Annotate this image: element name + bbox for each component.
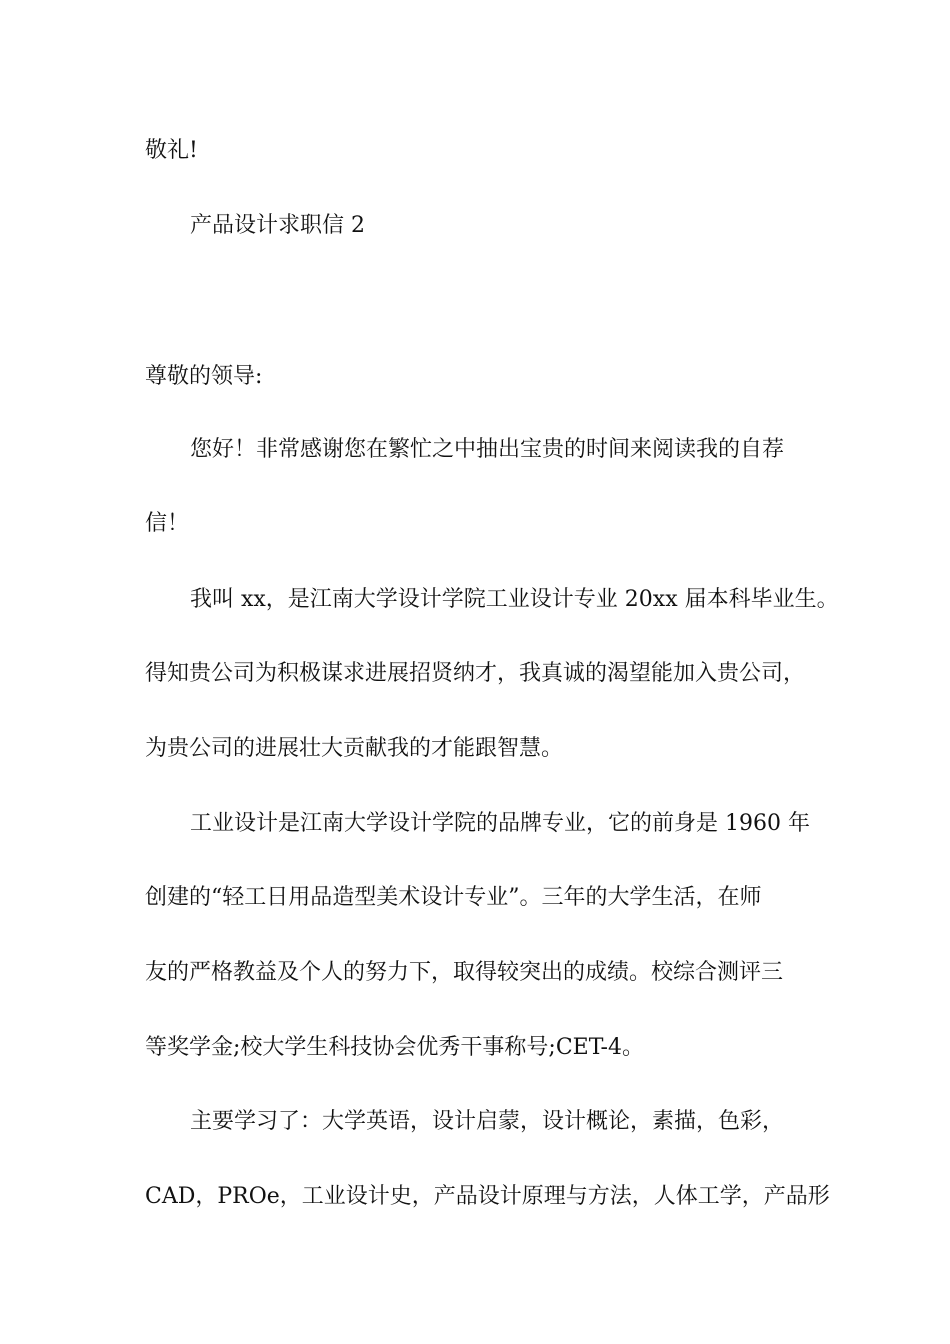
paragraph-line: 得知贵公司为积极谋求进展招贤纳才，我真诚的渴望能加入贵公司， — [145, 661, 806, 686]
paragraph-line: 等奖学金;校大学生科技协会优秀干事称号;CET-4。 — [145, 1035, 644, 1060]
paragraph-line: 信！ — [145, 511, 190, 536]
paragraph-line: CAD，PROe，工业设计史，产品设计原理与方法，人体工学，产品形 — [145, 1184, 830, 1209]
paragraph-line: 友的严格教益及个人的努力下，取得较突出的成绩。校综合测评三 — [145, 960, 784, 985]
salutation: 尊敬的领导: — [145, 364, 263, 389]
paragraph-line: 为贵公司的进展壮大贡献我的才能跟智慧。 — [145, 736, 564, 761]
paragraph-line: 您好！非常感谢您在繁忙之中抽出宝贵的时间来阅读我的自荐 — [190, 437, 785, 462]
paragraph-line: 主要学习了：大学英语，设计启蒙，设计概论，素描，色彩， — [190, 1109, 785, 1134]
paragraph-line: 我叫 xx，是江南大学设计学院工业设计专业 20xx 届本科毕业生。 — [190, 587, 839, 612]
closing-text: 敬礼! — [145, 138, 198, 163]
paragraph-line: 创建的“轻工日用品造型美术设计专业”。三年的大学生活，在师 — [145, 885, 762, 910]
paragraph-line: 工业设计是江南大学设计学院的品牌专业，它的前身是 1960 年 — [190, 811, 810, 836]
section-title: 产品设计求职信 2 — [190, 213, 365, 238]
